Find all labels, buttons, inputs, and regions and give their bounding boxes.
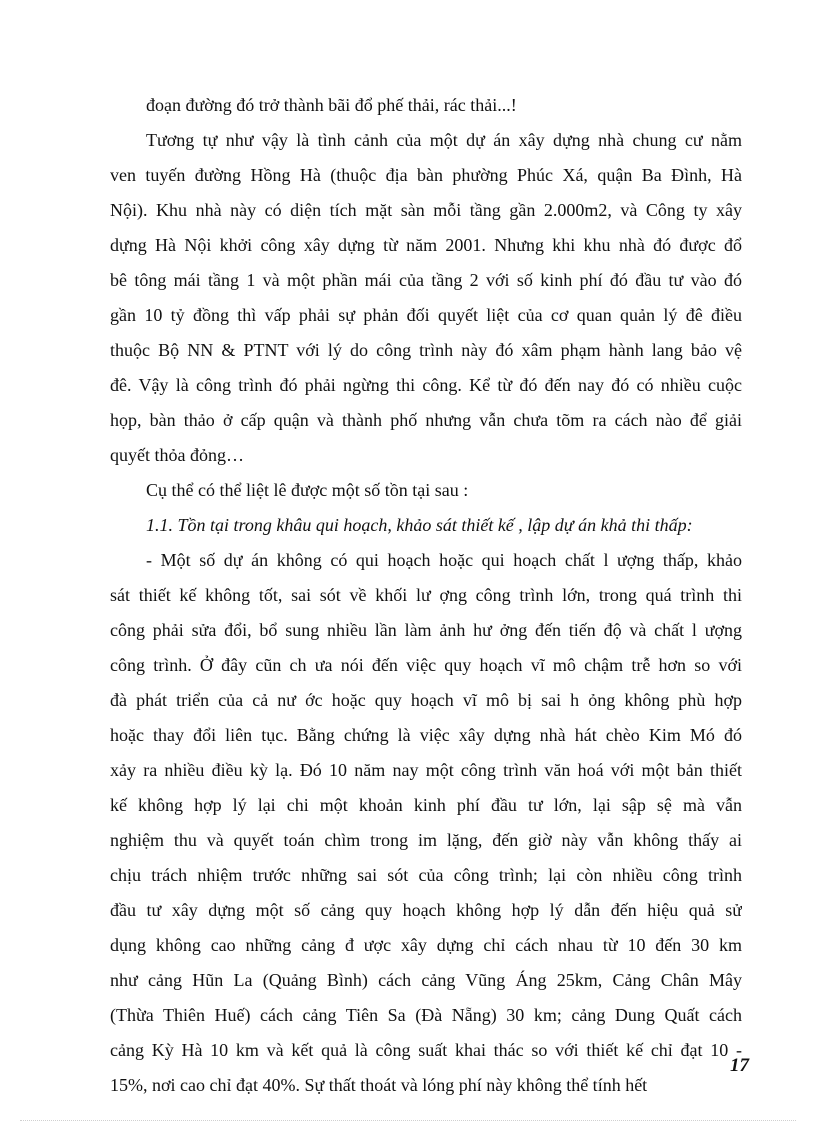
- text-line: chịu trách nhiệm trước những sai sót của công trình; lại còn nhiều công trình: [110, 865, 742, 885]
- text-line: bê tông mái tầng 1 và một phần mái của tầng 2 với số kinh phí đó đầu tư vào đó: [110, 270, 742, 290]
- text-line: công phải sửa đổi, bổ sung nhiều lần làm ảnh hư ởng đến tiến độ và chất l ượng: [110, 620, 742, 640]
- text-line: gần 10 tỷ đồng thì vấp phải sự phản đối quyết liệt của cơ quan quản lý đê điều: [110, 305, 742, 325]
- text-line: đoạn đường đó trở thành bãi đổ phế thải, rác thải...!: [146, 95, 517, 115]
- text-line: xảy ra nhiều điều kỳ lạ. Đó 10 năm nay một công trình văn hoá với một bản thiết: [110, 760, 742, 780]
- text-line: đê. Vậy là công trình đó phải ngừng thi công. Kể từ đó đến nay đó có nhiều cuộc: [110, 375, 742, 395]
- text-line: 15%, nơi cao chỉ đạt 40%. Sự thất thoát và lóng phí này không thể tính hết: [110, 1075, 648, 1095]
- text-line: Tương tự như vậy là tình cảnh của một dự án xây dựng nhà chung cư nằm: [146, 130, 742, 150]
- text-line: thuộc Bộ NN & PTNT với lý do công trình này đó xâm phạm hành lang bảo vệ: [110, 340, 742, 360]
- text-line: Nội). Khu nhà này có diện tích mặt sàn mỗi tầng gần 2.000m2, và Công ty xây: [110, 200, 742, 220]
- text-line: dụng không cao những cảng đ ược xây dựng chỉ cách nhau từ 10 đến 30 km: [110, 935, 742, 955]
- text-line: như cảng Hũn La (Quảng Bình) cách cảng Vũng Áng 25km, Cảng Chân Mây: [110, 970, 742, 990]
- footer-divider: [20, 1120, 796, 1121]
- section-heading: 1.1. Tồn tại trong khâu qui hoạch, khảo sát thiết kế , lập dự án khả thi thấp:: [146, 515, 693, 535]
- text-line: ven tuyến đường Hồng Hà (thuộc địa bàn phường Phúc Xá, quận Ba Đình, Hà: [110, 165, 742, 185]
- text-line: công trình. Ở đây cũn ch ưa nói đến việc quy hoạch vĩ mô chậm trễ hơn so với: [110, 655, 742, 675]
- text-line: cảng Kỳ Hà 10 km và kết quả là công suất khai thác so với thiết kế chỉ đạt 10 -: [110, 1040, 742, 1060]
- text-line: - Một số dự án không có qui hoạch hoặc qui hoạch chất l ượng thấp, khảo: [146, 550, 742, 570]
- text-line: quyết thỏa đỏng…: [110, 445, 244, 465]
- text-line: đầu tư xây dựng một số cảng quy hoạch không hợp lý dẫn đến hiệu quả sử: [110, 900, 742, 920]
- text-line: đà phát triển của cả nư ớc hoặc quy hoạch vĩ mô bị sai h ỏng không phù hợp: [110, 690, 742, 710]
- text-line: họp, bàn thảo ở cấp quận và thành phố nhưng vẫn chưa tõm ra cách nào để giải: [110, 410, 742, 430]
- text-line: kế không hợp lý lại chi một khoản kinh phí đầu tư lớn, lại sập sệ mà vẫn: [110, 795, 742, 815]
- document-body: [110, 88, 742, 1103]
- text-line: (Thừa Thiên Huế) cách cảng Tiên Sa (Đà Nẵng) 30 km; cảng Dung Quất cách: [110, 1005, 742, 1025]
- text-line: Cụ thể có thể liệt lê được một số tồn tại sau :: [146, 480, 469, 500]
- text-line: nghiệm thu và quyết toán chìm trong im lặng, đến giờ này vẫn không thấy ai: [110, 830, 742, 850]
- text-line: dựng Hà Nội khởi công xây dựng từ năm 2001. Nhưng khi khu nhà đó được đổ: [110, 235, 742, 255]
- text-line: hoặc thay đổi liên tục. Bằng chứng là việc xây dựng nhà hát chèo Kim Mó đó: [110, 725, 742, 745]
- page-number: 17: [730, 1055, 749, 1076]
- text-line: sát thiết kế không tốt, sai sót về khối lư ợng công trình lớn, trong quá trình thi: [110, 585, 742, 605]
